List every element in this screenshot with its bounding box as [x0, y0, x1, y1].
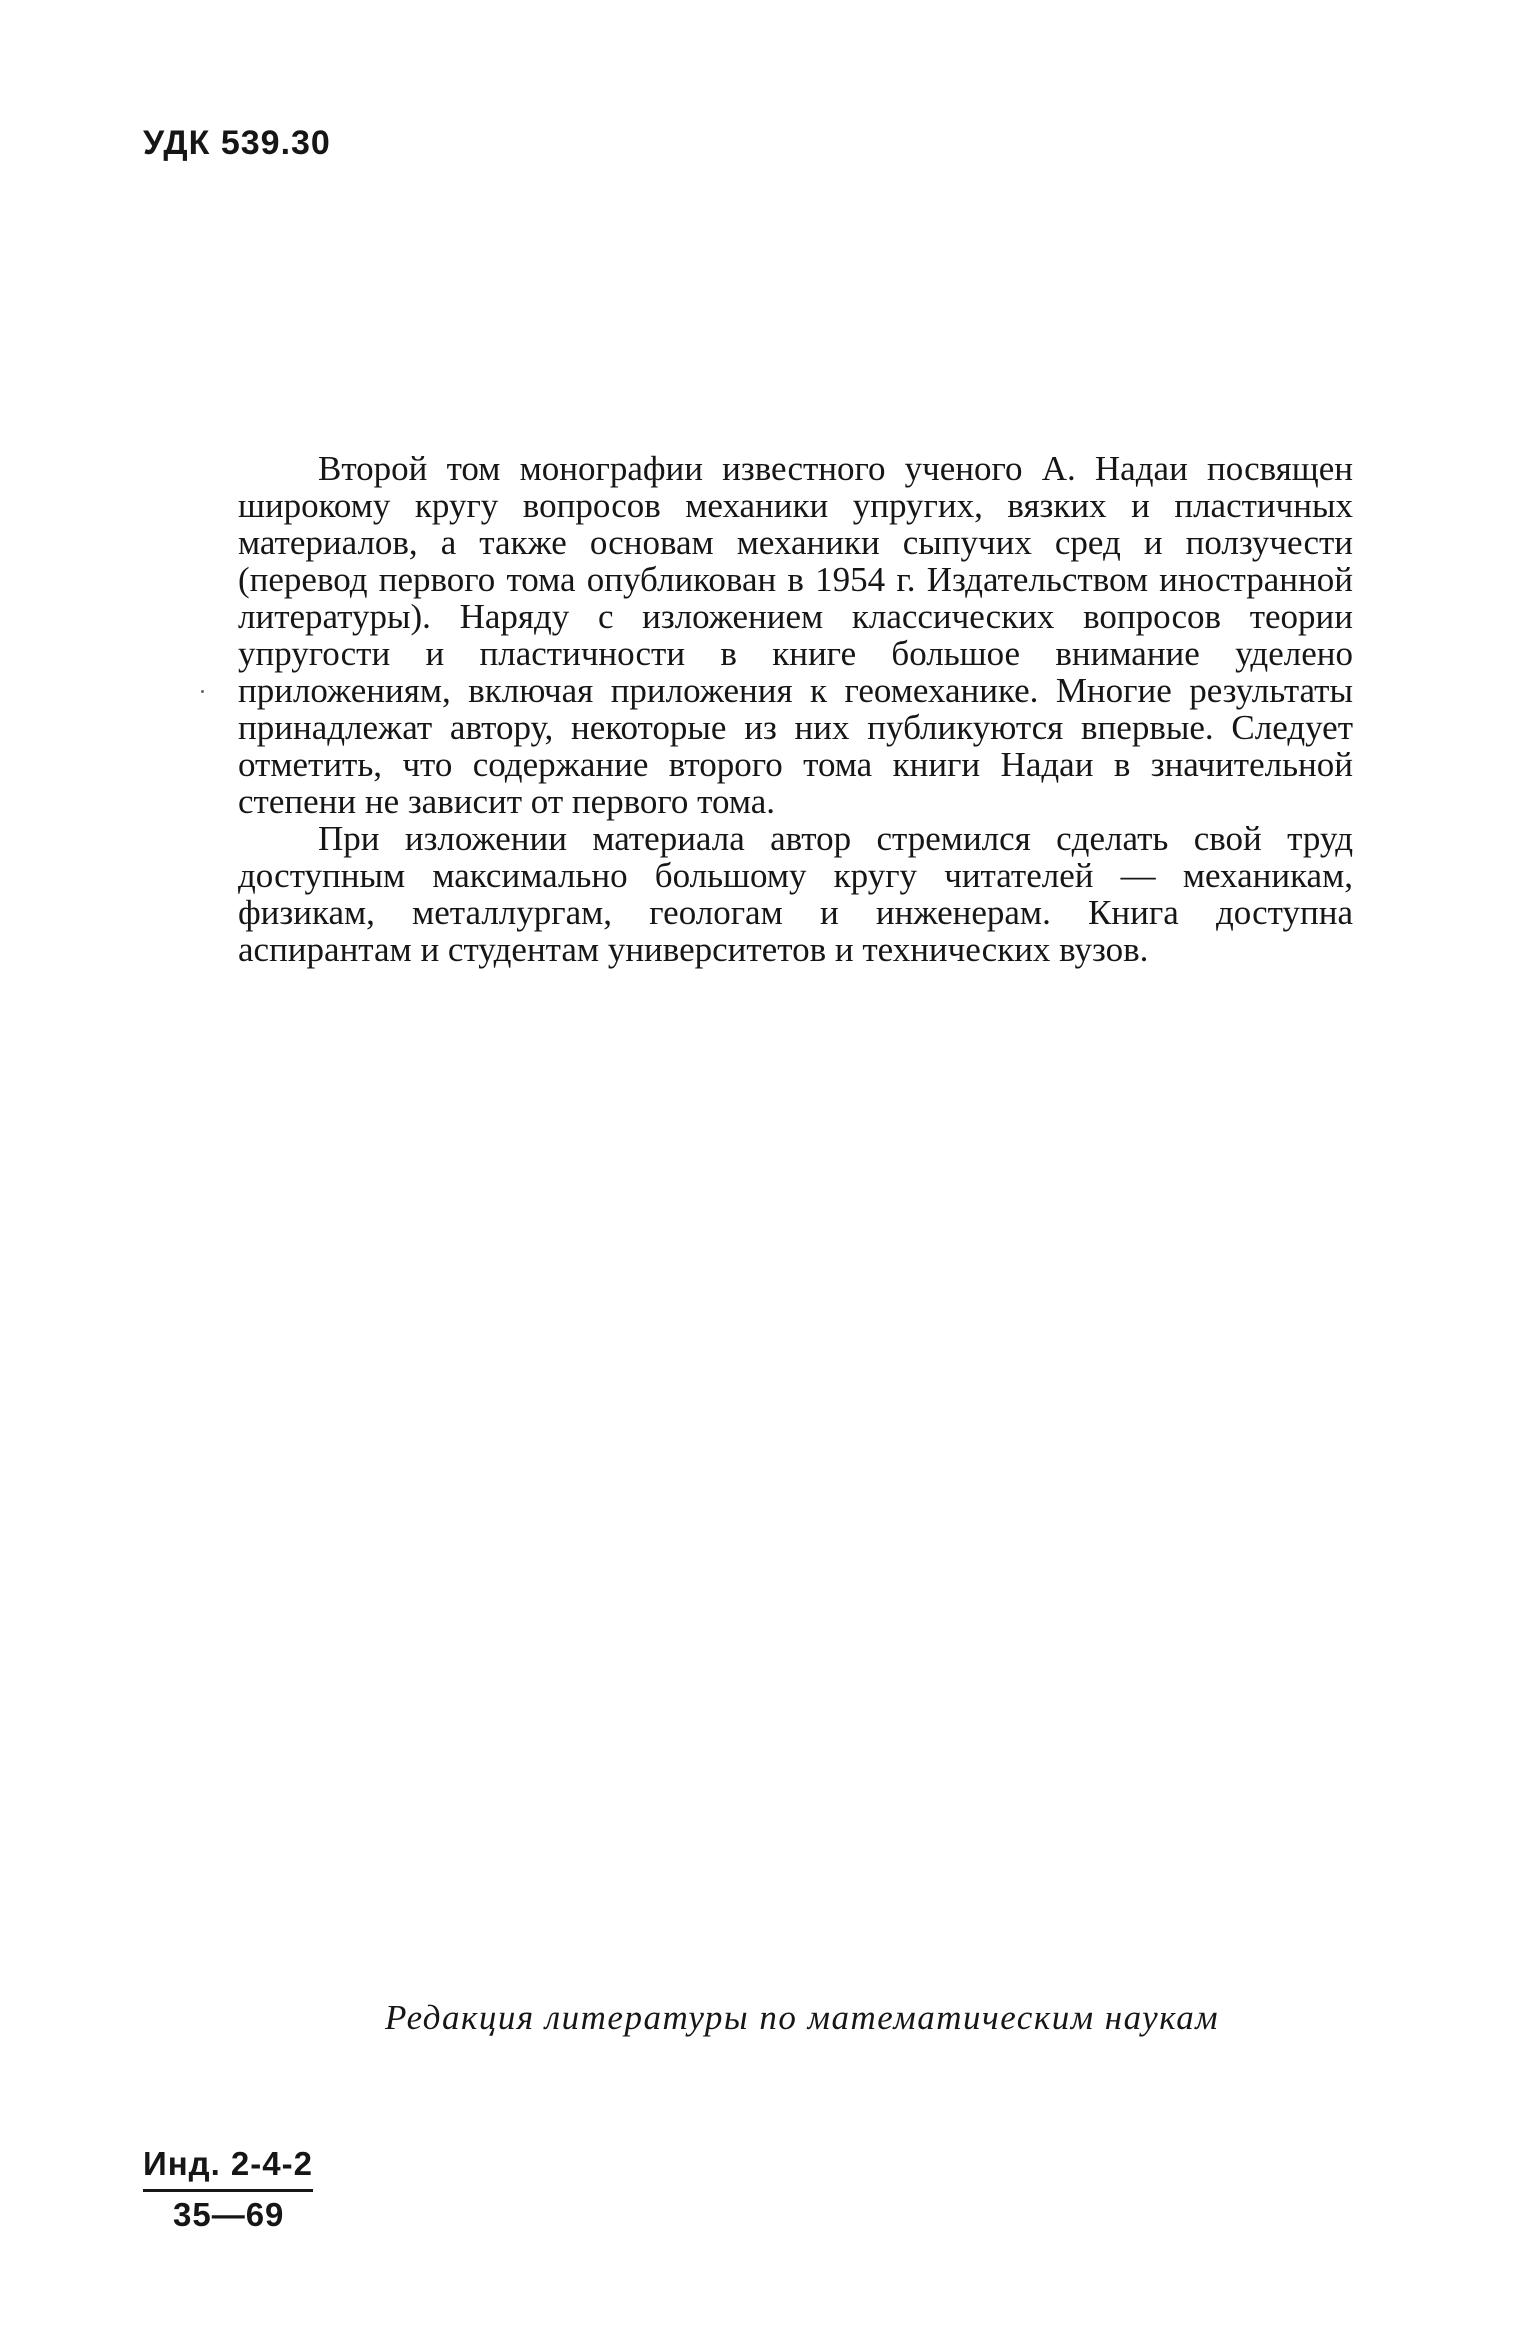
print-speck [201, 690, 204, 693]
udk-classification: УДК 539.30 [143, 124, 331, 162]
index-number: 35—69 [173, 2196, 285, 2233]
index-code: Инд. 2-4-2 [143, 2145, 313, 2192]
publication-index [143, 2145, 313, 2234]
annotation-paragraph-1: Второй том монографии известного ученого А. Надаи посвящен широкому кругу вопросов механики упругих, вязких и пластичных материалов, а также основам механики сыпучих сред и ползучести (перевод первого тома опубликован в 1954 г. Издательством иностранной литературы). Наряду с изложением классических вопросов теории упругости и пластичности в книге большое внимание уделено приложениям, включая приложения к геомеханике. Многие результаты принадлежат автору, некоторые из них публикуются впервые. Следует отметить, что содержание второго тома книги Надаи в значительной степени не зависит от первого тома. [238, 449, 1353, 821]
annotation-paragraph-2: При изложении материала автор стремился сделать свой труд доступным максимально большому кругу читателей — механикам, физикам, металлургам, геологам и инженерам. Книга доступна аспирантам и студентам университетов и технических вузов. [238, 819, 1353, 969]
book-annotation [238, 450, 1353, 968]
editorial-office: Редакция литературы по математическим наукам [385, 1998, 1220, 2037]
